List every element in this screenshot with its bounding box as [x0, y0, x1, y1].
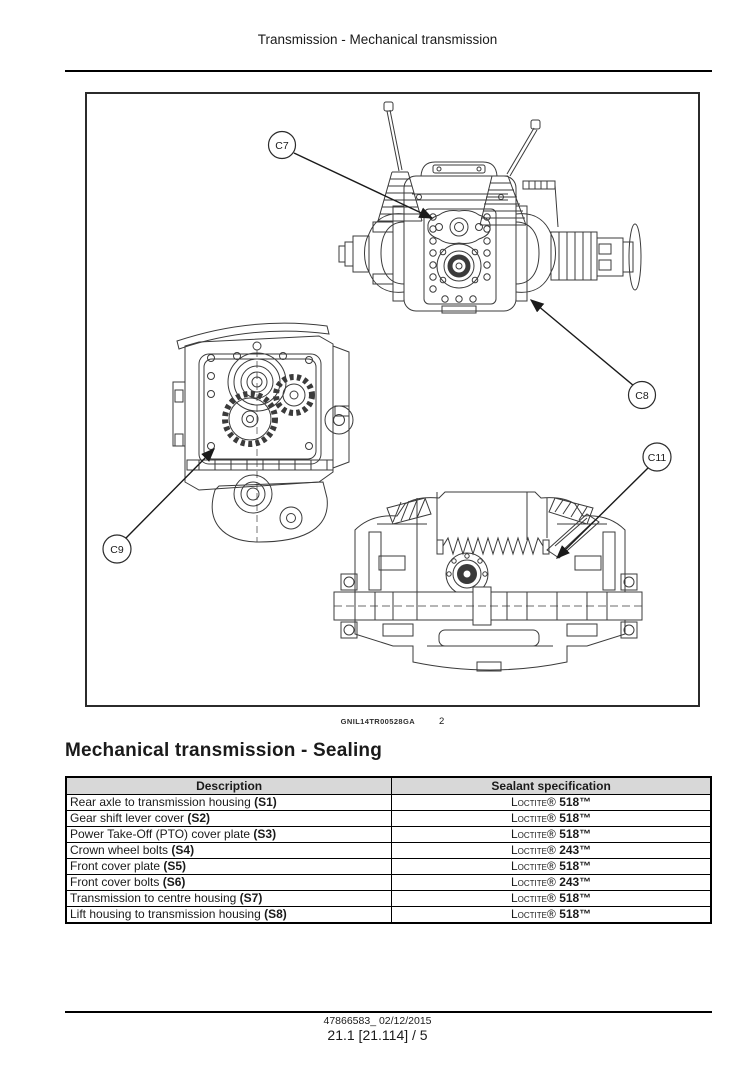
column-header-sealant: Sealant specification: [392, 777, 711, 795]
footer-page-ref: 21.1 [21.114] / 5: [327, 1027, 428, 1043]
description-text: Crown wheel bolts: [70, 843, 172, 857]
sealant-brand: Loctite®: [511, 875, 556, 889]
seal-code: (S4): [171, 843, 195, 857]
column-header-description: Description: [66, 777, 392, 795]
callout-c11-label: C11: [647, 452, 667, 464]
description-text: Power Take-Off (PTO) cover plate: [70, 827, 254, 841]
diagram-rear-view: [339, 102, 641, 313]
seal-code: (S8): [264, 907, 287, 921]
table-row: [66, 811, 711, 827]
description-text: Rear axle to transmission housing: [70, 795, 255, 809]
sealing-table: [65, 776, 712, 924]
table-row: [66, 827, 711, 843]
description-cell: [66, 891, 392, 907]
sealant-cell: [392, 827, 711, 843]
table-row: [66, 875, 711, 891]
seal-code: (S2): [187, 811, 211, 825]
callout-c7-label: C7: [275, 140, 289, 152]
sealant-product: 243™: [555, 875, 592, 889]
seal-code: (S5): [163, 859, 187, 873]
footer-doc-ref: 47866583_ 02/12/2015: [323, 1015, 432, 1027]
footer-rule: [65, 1011, 712, 1013]
sealant-cell: [392, 811, 711, 827]
sealant-product: 518™: [555, 827, 592, 841]
table-row: [66, 859, 711, 875]
figure-caption-code: GNIL14TR00528GA: [340, 717, 416, 726]
description-cell: [66, 875, 392, 891]
sealant-brand: Loctite®: [511, 859, 556, 873]
description-text: Transmission to centre housing: [70, 891, 240, 905]
callout-c8-label: C8: [635, 390, 649, 402]
figure-caption: [85, 711, 700, 729]
description-text: Gear shift lever cover: [70, 811, 188, 825]
sealant-cell: [392, 891, 711, 907]
description-text: Front cover plate: [70, 859, 164, 873]
sealant-cell: [392, 843, 711, 859]
table-row: [66, 795, 711, 811]
transmission-figure-svg: [87, 94, 698, 705]
seal-code: (S7): [239, 891, 263, 905]
sealant-brand: Loctite®: [511, 891, 556, 905]
description-text: Front cover bolts: [70, 875, 163, 889]
callout-c9: [103, 535, 131, 563]
description-cell: [66, 843, 392, 859]
table-header-row: [66, 777, 711, 795]
callout-c11: [643, 443, 671, 471]
description-cell: [66, 827, 392, 843]
diagram-side-view: [173, 323, 353, 542]
sealant-product: 518™: [555, 891, 592, 905]
table-row: [66, 843, 711, 859]
figure-caption-number: 2: [439, 716, 445, 727]
callout-c7: [269, 132, 296, 159]
callout-c8: [629, 382, 656, 409]
description-cell: [66, 859, 392, 875]
sealant-cell: [392, 875, 711, 891]
sealant-cell: [392, 859, 711, 875]
sealant-brand: Loctite®: [511, 827, 556, 841]
sealant-product: 518™: [555, 907, 592, 921]
sealant-cell: [392, 795, 711, 811]
sealant-brand: Loctite®: [511, 811, 556, 825]
figure-box: [85, 92, 700, 707]
sealant-product: 518™: [555, 795, 592, 809]
seal-code: (S1): [254, 795, 277, 809]
description-cell: [66, 907, 392, 924]
sealant-product: 243™: [555, 843, 592, 857]
sealant-product: 518™: [555, 811, 592, 825]
sealant-product: 518™: [555, 859, 592, 873]
callout-c9-label: C9: [110, 544, 124, 556]
page-header-title: Transmission - Mechanical transmission: [257, 32, 498, 47]
table-row: [66, 907, 711, 924]
table-row: [66, 891, 711, 907]
header-rule: [65, 70, 712, 72]
sealant-cell: [392, 907, 711, 924]
sealant-brand: Loctite®: [511, 795, 556, 809]
sealant-brand: Loctite®: [511, 907, 556, 921]
description-cell: [66, 795, 392, 811]
description-text: Lift housing to transmission housing: [70, 907, 265, 921]
section-title: Mechanical transmission - Sealing: [65, 740, 383, 761]
sealant-brand: Loctite®: [511, 843, 556, 857]
seal-code: (S6): [162, 875, 186, 889]
seal-code: (S3): [253, 827, 277, 841]
description-cell: [66, 811, 392, 827]
